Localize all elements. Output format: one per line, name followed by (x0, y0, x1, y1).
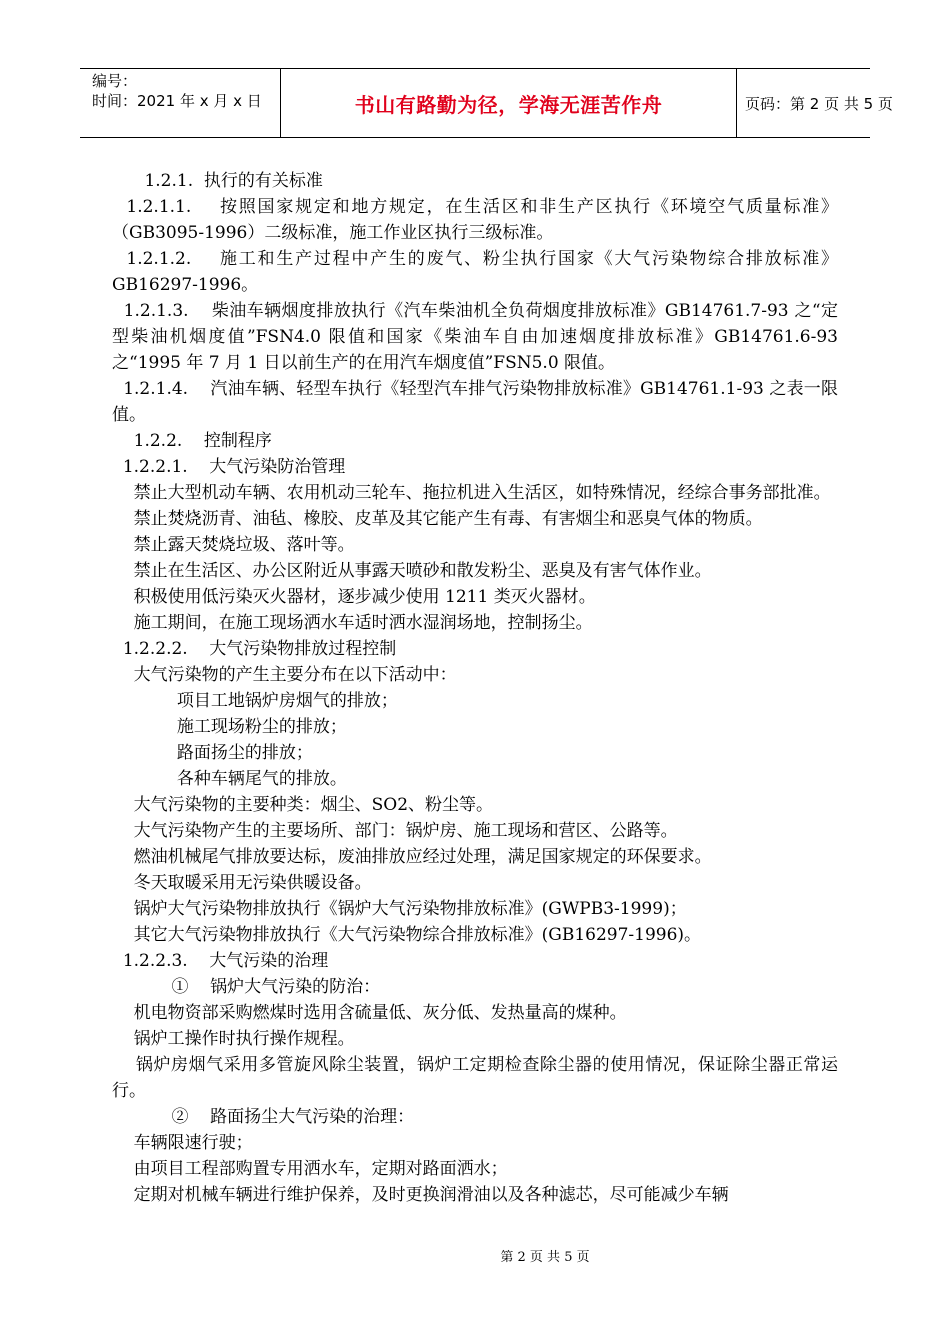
paragraph: 施工期间，在施工现场洒水车适时洒水湿润场地，控制扬尘。 (112, 613, 593, 633)
paragraph: 1.2.1.4. 汽油车辆、轻型车执行《轻型汽车排气污染物排放标准》GB14761.1-93 之表一限值。 (112, 379, 838, 425)
paragraph: 冬天取暖采用无污染供暖设备。 (112, 873, 372, 893)
paragraph: 定期对机械车辆进行维护保养，及时更换润滑油以及各种滤芯，尽可能减少车辆 (112, 1185, 729, 1205)
subsection-heading: 1.2.2.1. 大气污染防治管理 (112, 457, 346, 477)
paragraph: 积极使用低污染灭火器材，逐步减少使用 1211 类灭火器材。 (112, 587, 596, 607)
subsection-heading: 1.2.2.3. 大气污染的治理 (112, 951, 329, 971)
list-item: 施工现场粉尘的排放； (112, 717, 347, 737)
list-item: 各种车辆尾气的排放。 (112, 769, 347, 789)
document-body (112, 168, 844, 1208)
paragraph: 大气污染物的主要种类：烟尘、SO2、粉尘等。 (112, 795, 494, 815)
paragraph: 其它大气污染物排放执行《大气污染物综合排放标准》(GB16297-1996)。 (112, 925, 702, 945)
paragraph: 禁止在生活区、办公区附近从事露天喷砂和散发粉尘、恶臭及有害气体作业。 (112, 561, 712, 581)
paragraph: 大气污染物产生的主要场所、部门：锅炉房、施工现场和营区、公路等。 (112, 821, 678, 841)
page-header (80, 68, 893, 138)
section-heading: 1.2.1. 执行的有关标准 (112, 171, 323, 191)
list-item: 路面扬尘的排放； (112, 743, 313, 763)
paragraph: 1.2.1.3. 柴油车辆烟度排放执行《汽车柴油机全负荷烟度排放标准》GB14761.7-93 之“定型柴油机烟度值”FSN4.0 限值和国家《柴油车自由加速烟度排放标准》GB14761.6-93 之“1995 年 7 月 1 日以前生产的在用汽车烟度值”FSN5.0 限值。 (112, 301, 844, 373)
page-footer: 第 2 页 共 5 页 (500, 1250, 590, 1265)
header-motto: 书山有路勤为径，学海无涯苦作舟 (281, 69, 737, 137)
paragraph: 燃油机械尾气排放要达标，废油排放应经过处理，满足国家规定的环保要求。 (112, 847, 712, 867)
section-heading: 1.2.2. 控制程序 (112, 431, 272, 451)
paragraph: 锅炉大气污染物排放执行《锅炉大气污染物排放标准》(GWPB3-1999)； (112, 899, 687, 919)
paragraph: 1.2.1.1. 按照国家规定和地方规定，在生活区和非生产区执行《环境空气质量标准》（GB3095-1996）二级标准，施工作业区执行三级标准。 (112, 197, 838, 243)
subsection-heading: 1.2.2.2. 大气污染物排放过程控制 (112, 639, 397, 659)
paragraph: 锅炉房烟气采用多管旋风除尘装置，锅炉工定期检查除尘器的使用情况，保证除尘器正常运行。 (112, 1055, 838, 1101)
paragraph: 禁止焚烧沥青、油毡、橡胶、皮革及其它能产生有毒、有害烟尘和恶臭气体的物质。 (112, 509, 763, 529)
document-date: 时间：2021 年 x 月 x 日 (92, 92, 262, 110)
document-number-label: 编号： (92, 72, 138, 90)
header-page-info: 页码：第 2 页 共 5 页 (745, 94, 893, 113)
paragraph: 车辆限速行驶； (112, 1133, 253, 1153)
paragraph: 禁止大型机动车辆、农用机动三轮车、拖拉机进入生活区，如特殊情况，经综合事务部批准。 (112, 483, 831, 503)
paragraph: 大气污染物的产生主要分布在以下活动中： (112, 665, 457, 685)
paragraph: 禁止露天焚烧垃圾、落叶等。 (112, 535, 355, 555)
paragraph: 锅炉工操作时执行操作规程。 (112, 1029, 355, 1049)
paragraph: 1.2.1.2. 施工和生产过程中产生的废气、粉尘执行国家《大气污染物综合排放标准》GB16297-1996。 (112, 249, 838, 295)
header-meta (80, 69, 281, 137)
numbered-item: ① 锅炉大气污染的防治： (112, 977, 381, 997)
paragraph: 由项目工程部购置专用洒水车，定期对路面洒水； (112, 1159, 508, 1179)
list-item: 项目工地锅炉房烟气的排放； (112, 691, 398, 711)
numbered-item: ② 路面扬尘大气污染的治理： (112, 1107, 415, 1127)
paragraph: 机电物资部采购燃煤时选用含硫量低、灰分低、发热量高的煤种。 (112, 1003, 627, 1023)
